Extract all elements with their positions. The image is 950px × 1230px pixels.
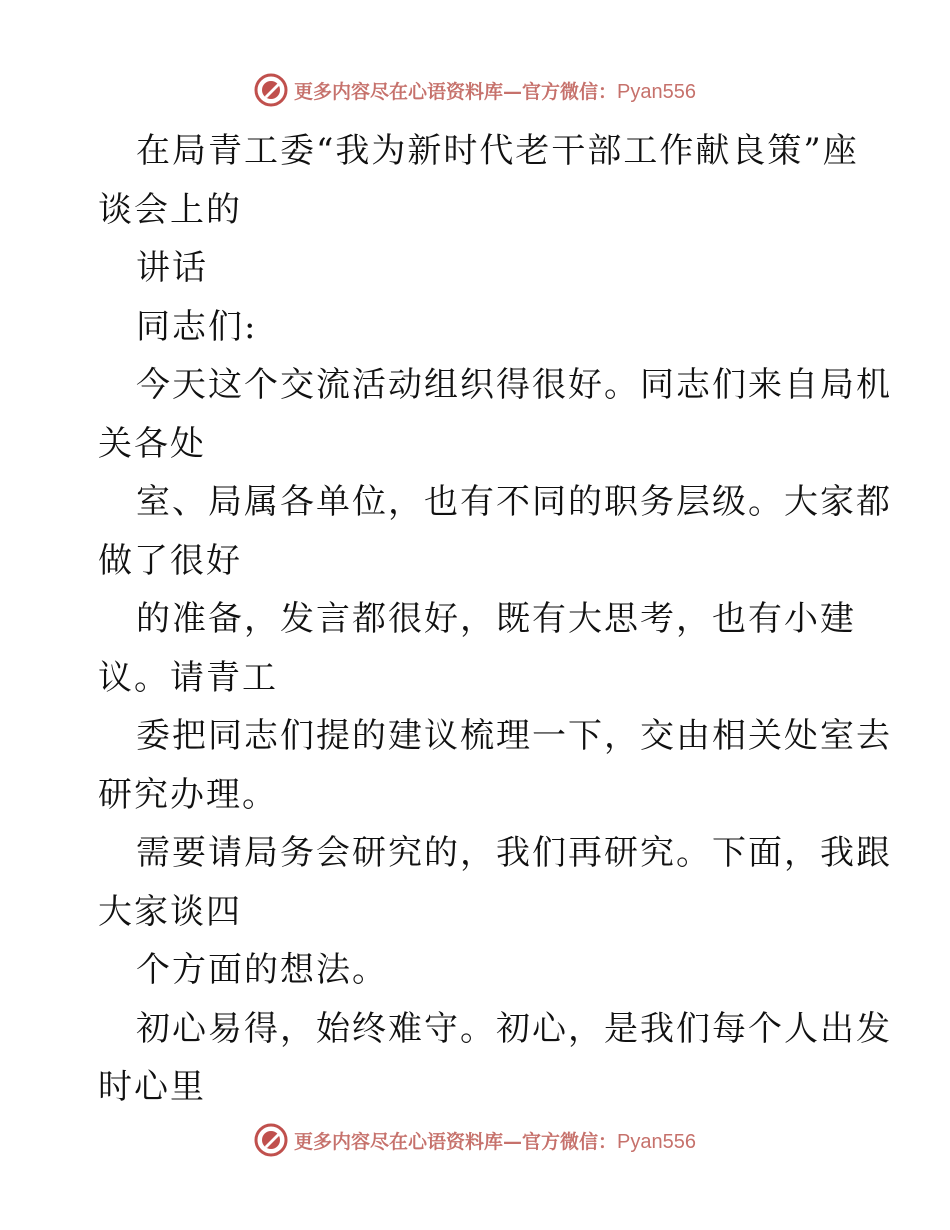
text-line: 委把同志们提的建议梳理一下，交由相关处室去 [136,716,892,756]
header-watermark [0,70,950,110]
text-line: 时心里 [98,1067,206,1107]
watermark-text: 更多内容尽在心语资料库— [294,80,523,103]
watermark-text: 更多内容尽在心语资料库— [294,1130,523,1153]
document-body [98,122,892,1117]
text-line: 大家谈四 [98,891,242,932]
text-line: 需要请局务会研究的，我们再研究。下面，我跟 [136,833,892,873]
watermark-wechat-label: 官方微信： [522,1130,618,1153]
text-line: 的准备，发言都很好，既有大思考，也有小建 [136,599,856,639]
text-line: 谈会上的 [98,189,242,230]
text-line: 室、局属各单位，也有不同的职务层级。大家都 [136,482,892,522]
pen-logo-icon [254,73,288,107]
footer-watermark [0,1120,950,1160]
text-line: 做了很好 [98,540,242,581]
text-line: 今天这个交流活动组织得很好。同志们来自局机 [136,365,892,405]
watermark-wechat-id: Pyan556 [617,1130,696,1153]
text-line: 关各处 [98,423,206,464]
text-line: 同志们: [136,306,258,347]
text-line: 讲话 [136,248,208,288]
pen-logo-icon [254,1123,288,1157]
text-line: 在局青工委“我为新时代老干部工作献良策”座 [136,131,859,171]
text-line: 议。请青工 [98,657,278,698]
text-line: 研究办理。 [98,774,278,815]
text-line: 个方面的想法。 [136,950,388,990]
watermark-wechat-id: Pyan556 [617,80,696,103]
watermark-wechat-label: 官方微信： [522,80,618,103]
text-line: 初心易得，始终难守。初心，是我们每个人出发 [136,1008,892,1049]
